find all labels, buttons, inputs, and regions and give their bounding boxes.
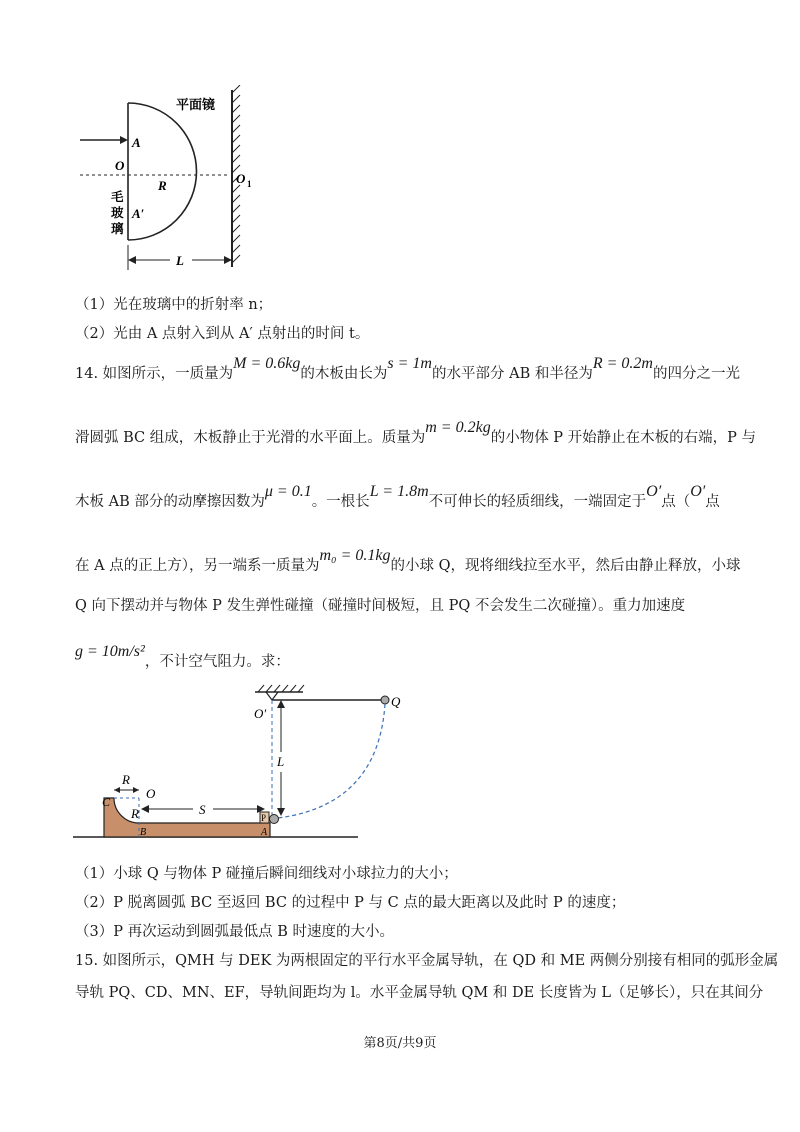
q14-mass-m: M = 0.6kg	[233, 355, 301, 372]
board-pendulum-figure	[68, 680, 428, 840]
fig2-label-q: Q	[391, 694, 401, 709]
glass-mirror-figure	[70, 85, 260, 275]
point-a-label: A	[132, 135, 141, 150]
q13-sub1: （1）光在玻璃中的折射率 n；	[75, 297, 273, 313]
q14-line3	[75, 483, 720, 512]
q14-l3-d: 点（	[661, 494, 691, 510]
q14-l4-b: 的小球 Q，现将细线拉至水平，然后由静止释放，小球	[390, 558, 741, 574]
q14-sub3: （3）P 再次运动到圆弧最低点 B 时速度的大小。	[75, 924, 394, 940]
q14-l4-a: 在 A 点的正上方），另一端系一质量为	[75, 558, 320, 574]
q14-l3-b: 。一根长	[311, 494, 370, 510]
point-o1-label: O	[236, 171, 246, 186]
fig2-label-b: B	[140, 827, 147, 838]
fig2-label-r-top: R	[122, 772, 130, 787]
q14-point-oprime-2: O′	[690, 483, 706, 500]
q14-length-l: L = 1.8m	[369, 483, 429, 500]
fig2-label-o: O	[146, 786, 156, 801]
q14-l1-c: 的水平部分 AB 和半径为	[431, 366, 593, 382]
glass-label-2: 玻	[111, 206, 124, 220]
q14-line5: Q 向下摆动并与物体 P 发生弹性碰撞（碰撞时间极短，且 PQ 不会发生二次碰撞）。重力加速度	[75, 598, 686, 614]
page-footer: 第8页/共9页	[363, 1036, 437, 1051]
fig2-label-r-side: R	[131, 806, 139, 821]
q14-line6	[75, 643, 290, 672]
q14-mass-m0: m₀ = 0.1kg	[319, 547, 391, 564]
glass-label-1: 毛	[111, 190, 124, 204]
q14-friction-mu: μ = 0.1	[264, 483, 312, 500]
q14-l1-a: 14. 如图所示，一质量为	[75, 366, 234, 382]
q14-line1	[75, 355, 740, 384]
q14-l6-a: ，不计空气阻力。求：	[144, 654, 290, 670]
q14-l1-b: 的木板由长为	[300, 366, 388, 382]
q14-point-oprime: O′	[646, 483, 662, 500]
q14-length-s: s = 1m	[387, 355, 432, 372]
q14-l3-c: 不可伸长的轻质细线，一端固定于	[428, 494, 647, 510]
q14-l3-a: 木板 AB 部分的动摩擦因数为	[75, 494, 265, 510]
q14-l2-a: 滑圆弧 BC 组成，木板静止于光滑的水平面上。质量为	[75, 430, 426, 446]
fig2-label-l: L	[277, 754, 285, 769]
q14-line4	[75, 547, 741, 576]
fig2-label-a: A	[261, 827, 268, 838]
q14-l1-d: 的四分之一光	[652, 366, 740, 382]
q14-radius-r: R = 0.2m	[592, 355, 653, 372]
q14-sub2: （2）P 脱离圆弧 BC 至返回 BC 的过程中 P 与 C 点的最大距离以及此时 P 的速度；	[75, 895, 626, 911]
fig2-label-oprime: O′	[254, 706, 267, 721]
q14-gravity-g: g = 10m/s²	[75, 643, 145, 660]
q14-l3-e: 点	[705, 494, 720, 510]
q15-line1: 15. 如图所示，QMH 与 DEK 为两根固定的平行水平金属导轨，在 QD 和 ME 两侧分别接有相同的弧形金属	[75, 953, 779, 969]
q14-line2	[75, 419, 757, 448]
point-o1-subscript: 1	[247, 179, 252, 189]
fig2-label-c: C	[102, 795, 111, 809]
length-label: L	[176, 253, 184, 268]
fig2-label-p: P	[261, 813, 267, 823]
q14-mass-small-m: m = 0.2kg	[425, 419, 491, 436]
q14-l2-b: 的小物体 P 开始静止在木板的右端，P 与	[490, 430, 757, 446]
point-o-label: O	[115, 158, 125, 173]
fig2-label-s: S	[199, 802, 206, 817]
q15-line2: 导轨 PQ、CD、MN、EF，导轨间距均为 l。水平金属导轨 QM 和 DE 长度皆为 L（足够长），只在其间分	[75, 985, 764, 1001]
mirror-label: 平面镜	[176, 97, 216, 112]
point-aprime-label: A′	[132, 206, 145, 221]
glass-label-3: 璃	[111, 222, 124, 236]
radius-label: R	[158, 178, 167, 193]
q14-sub1: （1）小球 Q 与物体 P 碰撞后瞬间细线对小球拉力的大小；	[75, 866, 458, 882]
q13-sub2: （2）光由 A 点射入到从 A′ 点射出的时间 t。	[75, 326, 370, 342]
